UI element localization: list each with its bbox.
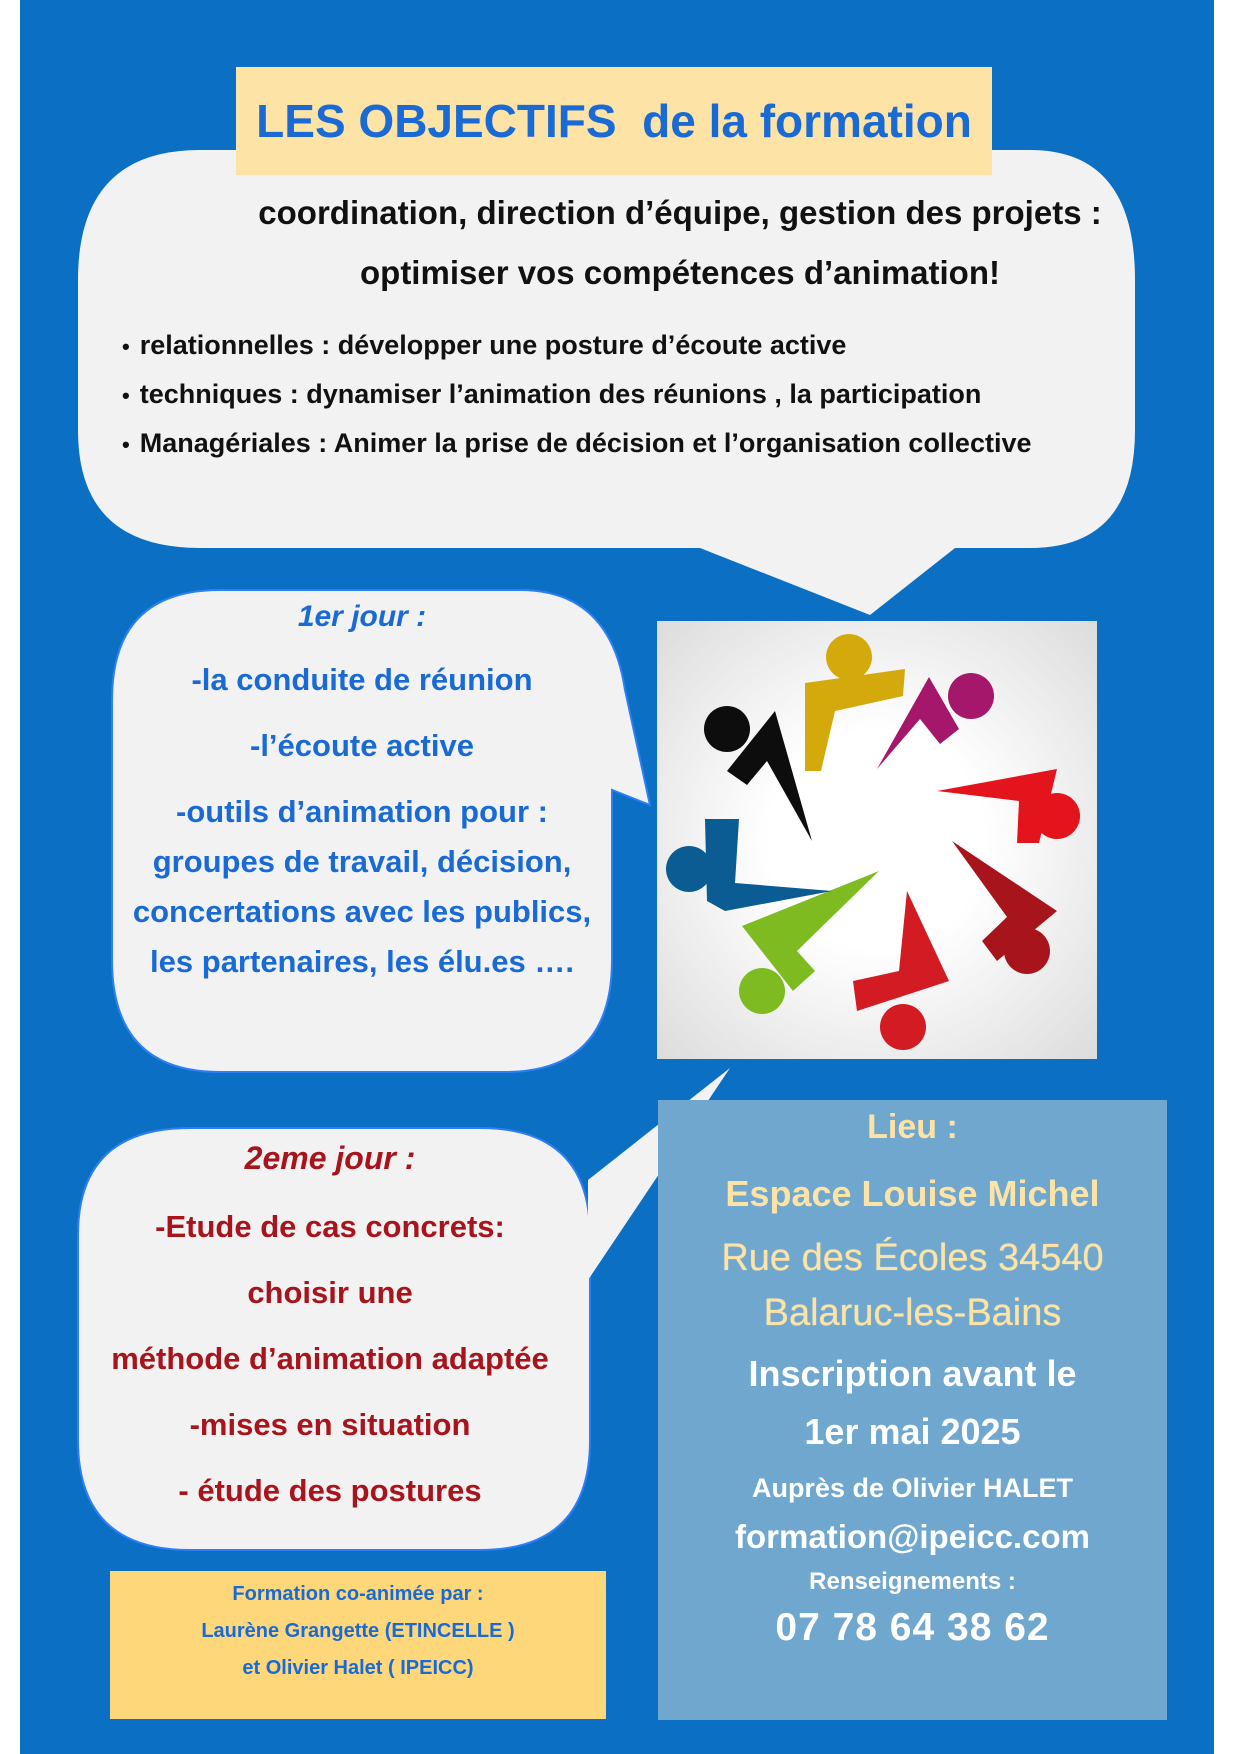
day1-line: -outils d’animation pour :: [176, 794, 548, 829]
town-name: Balaruc-les-Bains: [763, 1292, 1062, 1334]
person-figure-red: [937, 769, 1080, 843]
info-panel: [658, 1100, 1167, 1720]
venue-name: Espace Louise Michel: [725, 1173, 1100, 1214]
day2-section: [80, 1140, 580, 1539]
day2-heading: 2eme jour :: [244, 1140, 416, 1176]
day2-line: -mises en situation: [189, 1407, 471, 1442]
objective-item: • relationnelles : développer une posture d’écoute active: [122, 330, 1130, 361]
day1-line: concertations avec les publics,: [132, 894, 592, 929]
objectives-section: [90, 180, 1130, 477]
person-figure-dark-red: [952, 841, 1057, 974]
objectives-list: [122, 330, 1130, 459]
person-figure-crimson: [853, 891, 949, 1050]
credits-box: [110, 1571, 606, 1719]
credits-line: et Olivier Halet ( IPEICC): [242, 1657, 474, 1679]
info-label: Renseignements :: [809, 1568, 1016, 1595]
credits-line: Formation co-animée par :: [232, 1583, 484, 1605]
day1-line: -l’écoute active: [250, 728, 474, 763]
page-title: LES OBJECTIFS de la formation: [236, 67, 992, 175]
people-circle-teamwork-icon: [657, 621, 1097, 1059]
registration-text: Inscription avant le: [748, 1353, 1077, 1394]
street-address: Rue des Écoles 34540: [721, 1237, 1104, 1279]
day1-section: [112, 600, 612, 994]
contact-person: Auprès de Olivier HALET: [751, 1473, 1074, 1503]
objective-item: • Managériales : Animer la prise de décision et l’organisation collective: [122, 428, 1130, 459]
day1-line: -la conduite de réunion: [191, 662, 533, 697]
day2-line: choisir une: [247, 1275, 413, 1310]
day2-line: -Etude de cas concrets:: [155, 1209, 505, 1244]
contact-phone[interactable]: 07 78 64 38 62: [775, 1606, 1050, 1649]
day1-line: les partenaires, les élu.es ….: [150, 944, 574, 979]
day2-line: méthode d’animation adaptée: [111, 1341, 549, 1376]
contact-email[interactable]: formation@ipeicc.com: [735, 1518, 1090, 1555]
location-label: Lieu :: [867, 1108, 958, 1146]
day2-line: - étude des postures: [178, 1473, 482, 1508]
registration-deadline: 1er mai 2025: [804, 1411, 1021, 1452]
day1-line: groupes de travail, décision,: [152, 844, 572, 879]
day1-heading: 1er jour :: [297, 600, 427, 633]
objectives-line-2: optimiser vos compétences d’animation!: [360, 254, 1000, 291]
objective-item: • techniques : dynamiser l’animation des réunions , la participation: [122, 379, 1130, 410]
credits-line: Laurène Grangette (ETINCELLE ): [201, 1620, 515, 1642]
objectives-line-1: coordination, direction d’équipe, gestion des projets :: [258, 194, 1102, 231]
person-figure-blue: [666, 819, 832, 911]
